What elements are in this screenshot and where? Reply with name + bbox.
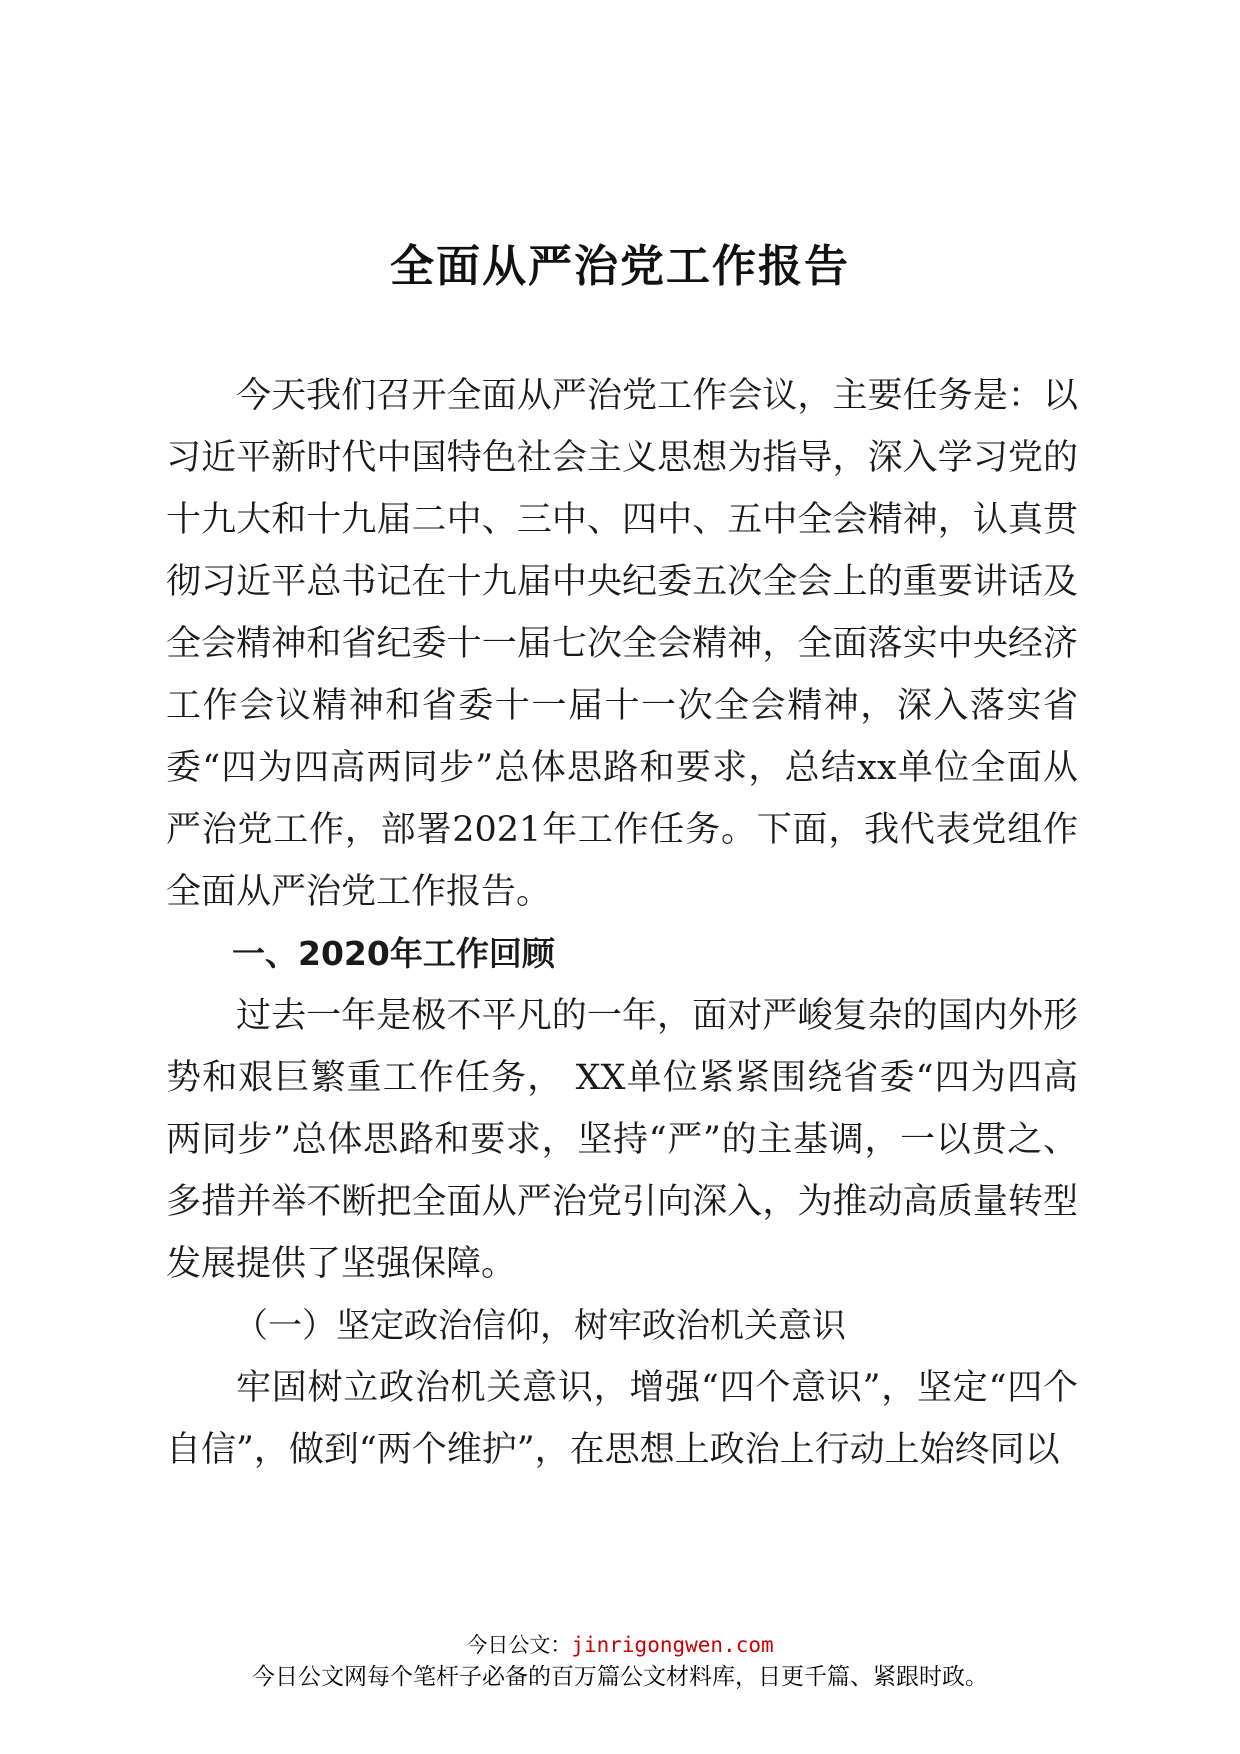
footer-watermark: [0, 1630, 1240, 1694]
section-heading: 一、2020年工作回顾: [232, 934, 555, 973]
footer-slogan: 今日公文网每个笔杆子必备的百万篇公文材料库，日更千篇、紧跟时政。: [252, 1664, 988, 1690]
review-paragraph: 过去一年是极不平凡的一年，面对严峻复杂的国内外形势和艰巨繁重工作任务， XX单位紧紧围绕省委“四为四高两同步”总体思路和要求，坚持“严”的主基调，一以贯之、多措并举不断把全面从严治党引向深入，为推动高质量转型发展提供了坚强保障。: [166, 996, 1078, 1284]
footer-site-link[interactable]: jinrigongwen.com: [571, 1633, 774, 1657]
document-body: [166, 365, 1078, 1481]
political-paragraph: 牢固树立政治机关意识，增强“四个意识”，坚定“四个自信”，做到“两个维护”，在思想上政治上行动上始终同以: [166, 1368, 1078, 1470]
footer-source-line: [0, 1630, 1240, 1660]
intro-paragraph: 今天我们召开全面从严治党工作会议，主要任务是：以习近平新时代中国特色社会主义思想为指导，深入学习党的十九大和十九届二中、三中、四中、五中全会精神，认真贯彻习近平总书记在十九届中央纪委五次全会上的重要讲话及全会精神和省纪委十一届七次全会精神，全面落实中央经济工作会议精神和省委十一届十一次全会精神，深入落实省委“四为四高两同步”总体思路和要求，总结xx单位全面从严治党工作，部署2021年工作任务。下面，我代表党组作全面从严治党工作报告。: [166, 376, 1078, 912]
subsection-heading: （一）坚定政治信仰，树牢政治机关意识: [234, 1306, 846, 1346]
footer-source-prefix: 今日公文：: [466, 1633, 572, 1657]
document-title: 全面从严治党工作报告: [390, 241, 850, 292]
